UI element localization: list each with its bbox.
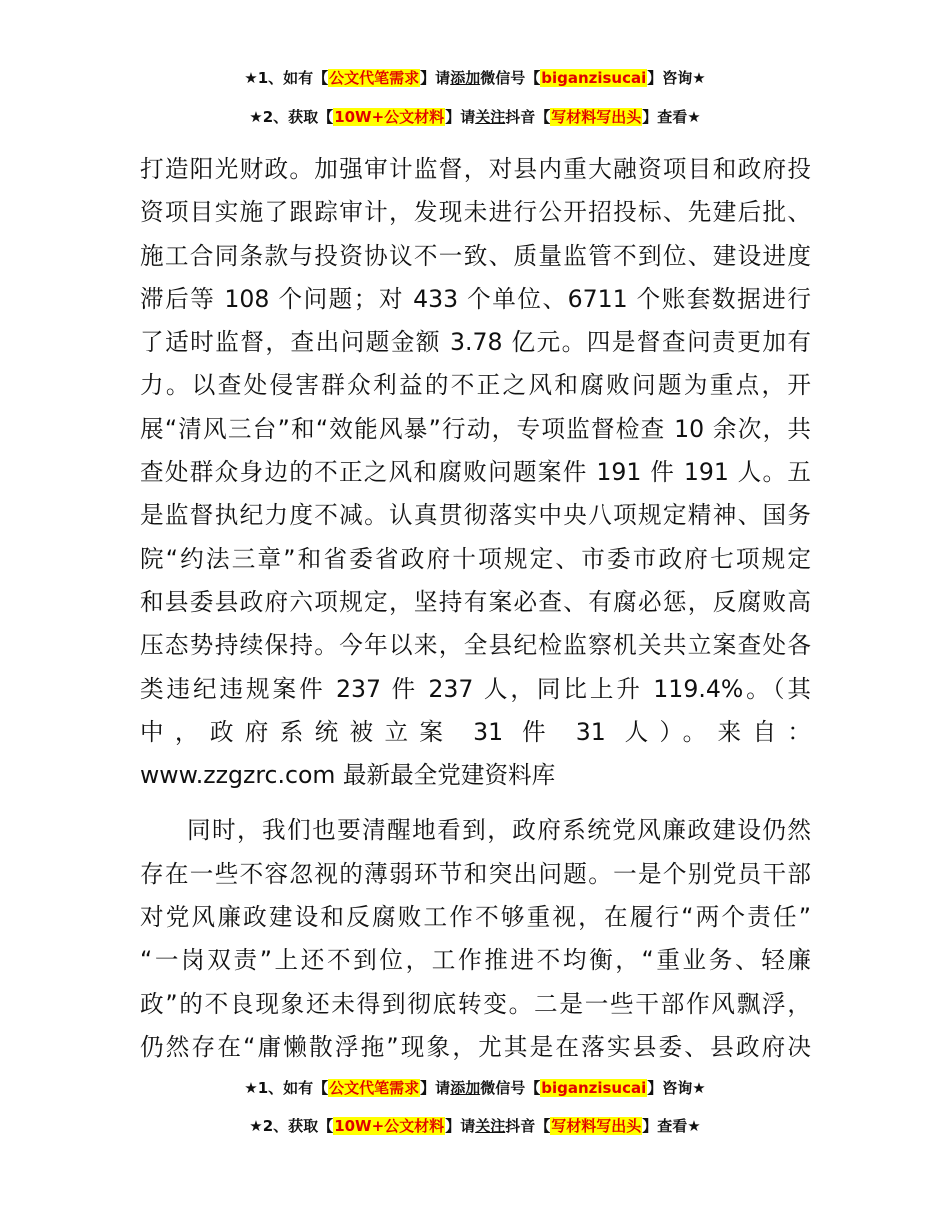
promo-text: 】查看★ (642, 1117, 701, 1135)
douyin-account: 写材料写出头 (551, 1117, 642, 1135)
text-line: 了适时监督，查出问题金额 3.78 亿元。四是督查问责更加有 (140, 328, 811, 357)
text-line: 资项目实施了跟踪审计，发现未进行公开招投标、先建后批、 (140, 198, 811, 227)
text-line: 滞后等 108 个问题；对 433 个单位、6711 个账套数据进行 (140, 284, 811, 313)
promo-text: 微信号【 (480, 69, 541, 87)
wechat-id: biganzisucai (541, 1079, 647, 1097)
text-line: 压态势持续保持。今年以来，全县纪检监察机关共立案查处各 (140, 631, 811, 660)
highlight-text: 公文代笔需求 (329, 1079, 420, 1097)
header-promo-line-1 (0, 66, 950, 90)
text-line: “一岗双责”上还不到位，工作推进不均衡，“重业务、轻廉 (140, 946, 811, 975)
promo-text: 】请 (420, 1079, 451, 1097)
text-line: 院“约法三章”和省委省政府十项规定、市委市政府七项规定 (140, 544, 811, 573)
text-line: 和县委县政府六项规定，坚持有案必查、有腐必惩，反腐败高 (140, 587, 811, 616)
promo-text: 】请 (420, 69, 451, 87)
underlined-text: 添加 (450, 1079, 481, 1097)
promo-text: 】查看★ (642, 108, 701, 126)
text-line: 仍然存在“庸懒散浮拖”现象，尤其是在落实县委、县政府决 (140, 1032, 811, 1061)
promo-text: 微信号【 (480, 1079, 541, 1097)
douyin-account: 写材料写出头 (551, 108, 642, 126)
highlight-text: 10W+公文材料 (334, 1117, 445, 1135)
document-body (140, 148, 811, 1069)
promo-text: 】咨询★ (647, 1079, 706, 1097)
highlight-text: 10W+公文材料 (334, 108, 445, 126)
text-line: 对党风廉政建设和反腐败工作不够重视，在履行“两个责任” (140, 903, 811, 932)
text-line: 打造阳光财政。加强审计监督，对县内重大融资项目和政府投 (140, 155, 811, 183)
source-link-line: www.zzgzrc.com 最新最全党建资料库 (140, 761, 556, 790)
promo-text: 】请 (445, 108, 476, 126)
promo-text: 抖音【 (505, 1117, 551, 1135)
text-line: 存在一些不容忽视的薄弱环节和突出问题。一是个别党员干部 (140, 859, 811, 888)
text-line: 同时，我们也要清醒地看到，政府系统党风廉政建设仍然 (187, 816, 811, 845)
promo-text: ★2、获取【 (249, 1117, 334, 1135)
text-line: 查处群众身边的不正之风和腐败问题案件 191 件 191 人。五 (140, 458, 811, 487)
text-line: 力。以查处侵害群众利益的不正之风和腐败问题为重点，开 (140, 371, 811, 400)
promo-text: 抖音【 (505, 108, 551, 126)
text-line: 政”的不良现象还未得到彻底转变。二是一些干部作风飘浮， (140, 989, 811, 1018)
footer-promo-line-1 (0, 1076, 950, 1100)
wechat-id: biganzisucai (541, 69, 647, 87)
promo-text: 】咨询★ (647, 69, 706, 87)
text-line: 是监督执纪力度不减。认真贯彻落实中央八项规定精神、国务 (140, 501, 811, 530)
underlined-text: 关注 (475, 108, 506, 126)
promo-text: ★2、获取【 (249, 108, 334, 126)
paragraph-1 (140, 148, 811, 797)
paragraph-2 (140, 809, 811, 1069)
text-line: 展“清风三台”和“效能风暴”行动，专项监督检查 10 余次，共 (140, 414, 811, 443)
footer-promo-line-2 (0, 1114, 950, 1138)
promo-text: 】请 (445, 1117, 476, 1135)
header-promo-line-2 (0, 105, 950, 129)
underlined-text: 添加 (450, 69, 481, 87)
promo-text: ★1、如有【 (244, 1079, 329, 1097)
text-line: 类违纪违规案件 237 件 237 人，同比上升 119.4%。（其 (140, 674, 811, 703)
promo-text: ★1、如有【 (244, 69, 329, 87)
text-line: 中，政府系统被立案 31 件 31 人）。来自： (140, 717, 811, 746)
text-line: 施工合同条款与投资协议不一致、质量监管不到位、建设进度 (140, 241, 811, 270)
underlined-text: 关注 (475, 1117, 506, 1135)
highlight-text: 公文代笔需求 (329, 69, 420, 87)
